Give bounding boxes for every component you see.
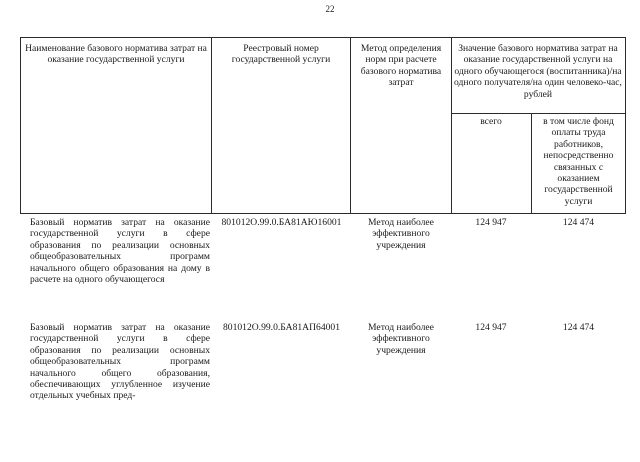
row1-value-payroll: 124 474 — [562, 217, 595, 228]
column-divider-4 — [531, 113, 532, 214]
row1-calculation-method: Метод наиболее эффективного учреждения — [368, 217, 434, 251]
row1-registry-number: 801012О.99.0.БА81АЮ16001 — [221, 217, 342, 228]
column-divider-1 — [211, 37, 212, 214]
table-border-right — [625, 37, 626, 214]
header-value-payroll: в том числе фонд оплаты труда работников, непосредственно связанных с оказанием государственной услуги — [543, 116, 614, 207]
row2-value-total: 124 947 — [475, 322, 507, 333]
row2-calculation-method: Метод наиболее эффективного учреждения — [368, 322, 434, 356]
row1-value-total: 124 947 — [475, 217, 507, 228]
row2-standard-name: Базовый норматив затрат на оказание государственной услуги в сфере образования по реализации основных общеобразовательных программ начального общего образования, обеспечивающих углубленное изучение отдельных учебных пред- — [30, 322, 210, 402]
header-value-total: всего — [480, 116, 502, 127]
row2-registry-number: 801012О.99.0.БА81АП64001 — [222, 322, 341, 333]
row1-standard-name: Базовый норматив затрат на оказание государственной услуги в сфере образования по реализации основных общеобразовательных программ начального общего образования на дому в расчете на одного обучающегося — [30, 217, 210, 286]
header-registry-number: Реестровый номер государственной услуги — [231, 43, 331, 66]
table-border-left — [20, 37, 21, 214]
table-border-top — [20, 37, 626, 38]
header-standard-name: Наименование базового норматива затрат на оказание государственной услуги — [25, 43, 207, 66]
table-header-bottom-border — [20, 213, 626, 214]
page-number: 22 — [325, 4, 335, 14]
header-calculation-method: Метод определения норм при расчете базового норматива затрат — [360, 43, 442, 89]
value-subheader-divider — [451, 113, 626, 114]
column-divider-3 — [451, 37, 452, 214]
column-divider-2 — [350, 37, 351, 214]
header-standard-value: Значение базового норматива затрат на оказание государственной услуги на одного обучающегося (воспитанника)/на одного получателя/на один человеко-час, рублей — [454, 43, 622, 100]
row2-value-payroll: 124 474 — [562, 322, 595, 333]
